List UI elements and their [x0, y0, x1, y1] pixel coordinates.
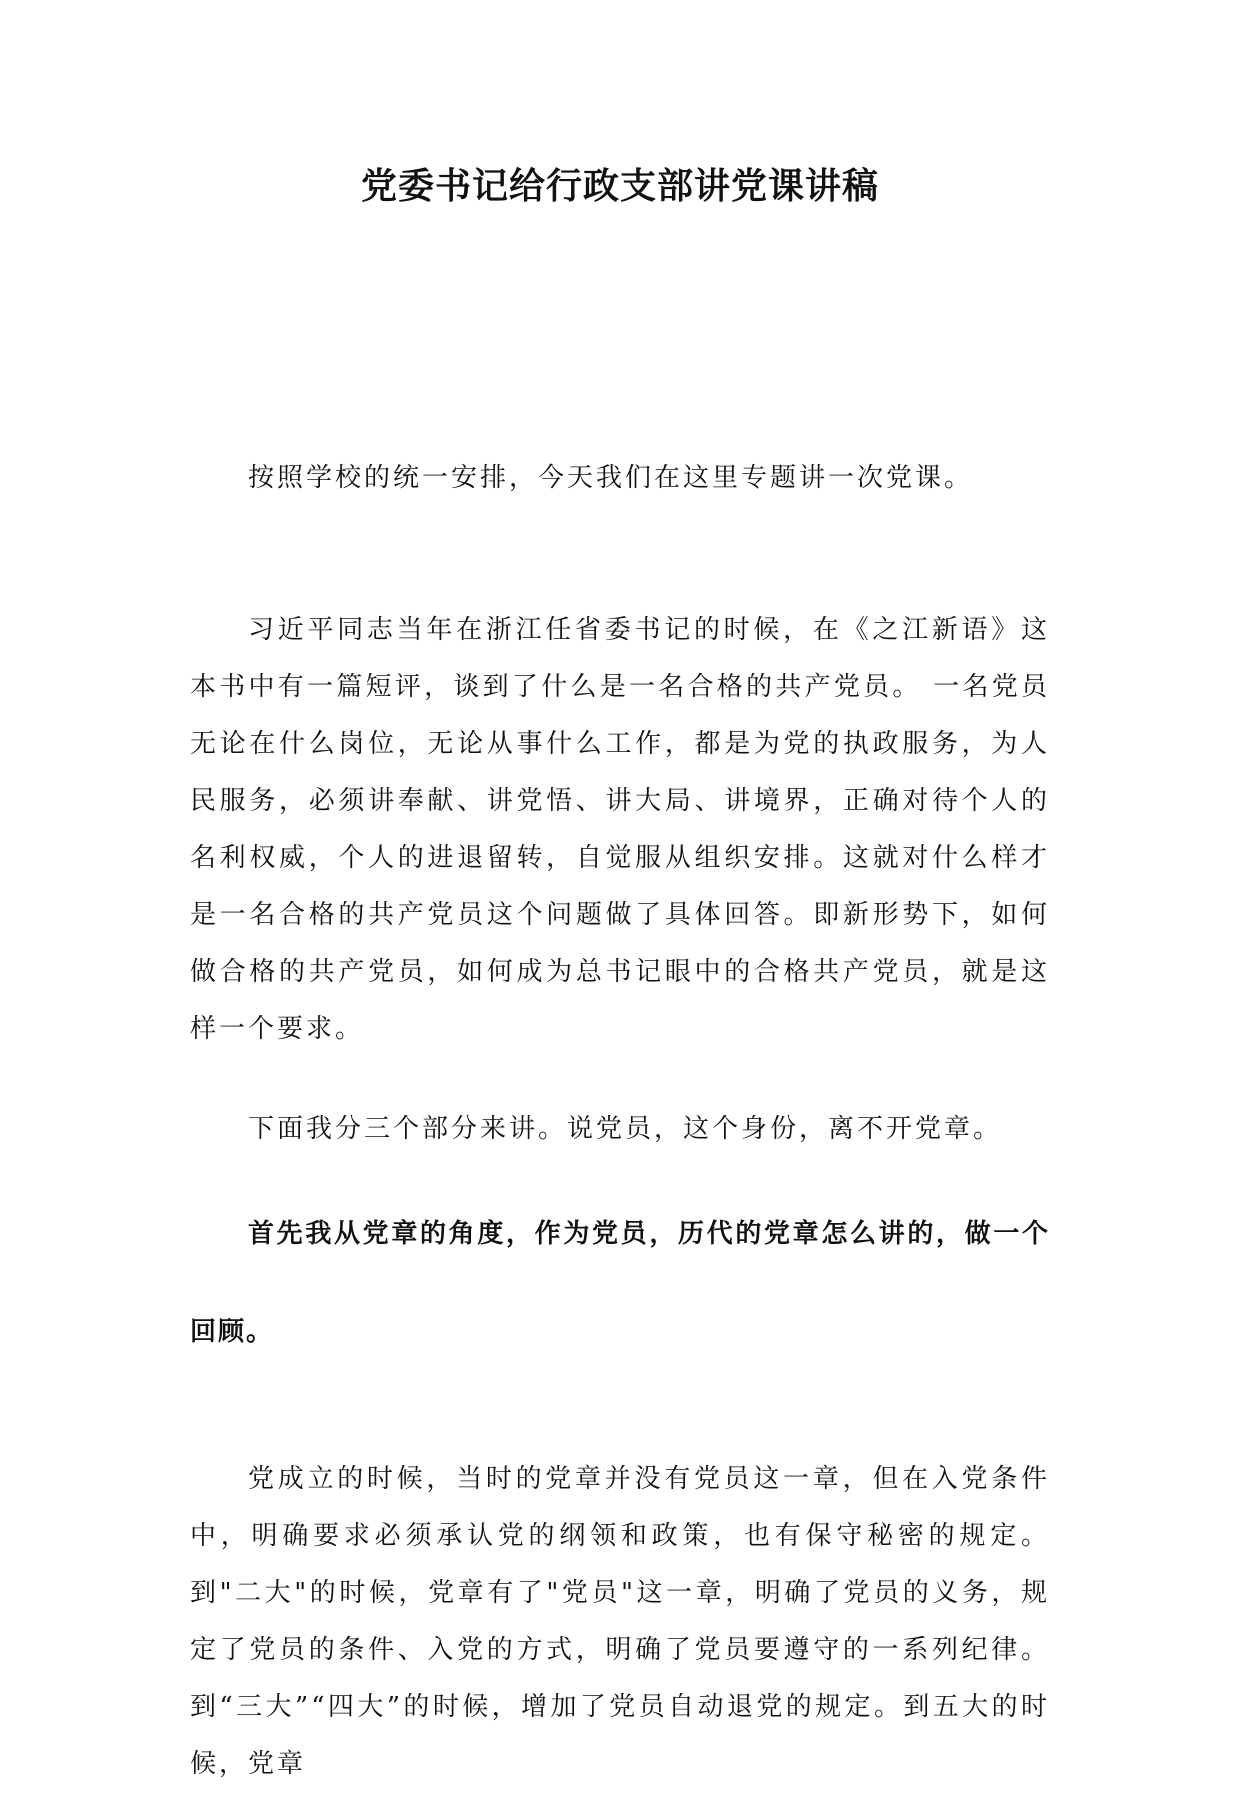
section-heading-party-constitution: 首先我从党章的角度，作为党员，历代的党章怎么讲的，做一个回顾。	[190, 1219, 1050, 1347]
paragraph-constitution-history: 党成立的时候，当时的党章并没有党员这一章，但在入党条件中，明确要求必须承认党的纲领和政策，也有保守秘密的规定。到"二大"的时候，党章有了"党员"这一章，明确了党员的义务，规定了党员的条件、入党的方式，明确了党员要遵守的一系列纪律。到“三大”“四大”的时候，增加了党员自动退党的规定。到五大的时候，党章	[190, 1464, 1050, 1779]
paragraph-qualified-member: 习近平同志当年在浙江任省委书记的时候，在《之江新语》这本书中有一篇短评，谈到了什么是一名合格的共产党员。 一名党员无论在什么岗位，无论从事什么工作，都是为党的执政服务，为人民服务，必须讲奉献、讲党悟、讲大局、讲境界，正确对待个人的名利权威，个人的进退留转，自觉服从组织安排。这就对什么样才是一名合格的共产党员这个问题做了具体回答。即新形势下，如何做合格的共产党员，如何成为总书记眼中的合格共产党员，就是这样一个要求。	[190, 615, 1050, 1044]
document-title: 党委书记给行政支部讲党课讲稿	[360, 166, 879, 207]
paragraph-arrangement: 按照学校的统一安排，今天我们在这里专题讲一次党课。	[248, 463, 974, 493]
paragraph-three-parts: 下面我分三个部分来讲。说党员，这个身份，离不开党章。	[248, 1114, 1003, 1144]
